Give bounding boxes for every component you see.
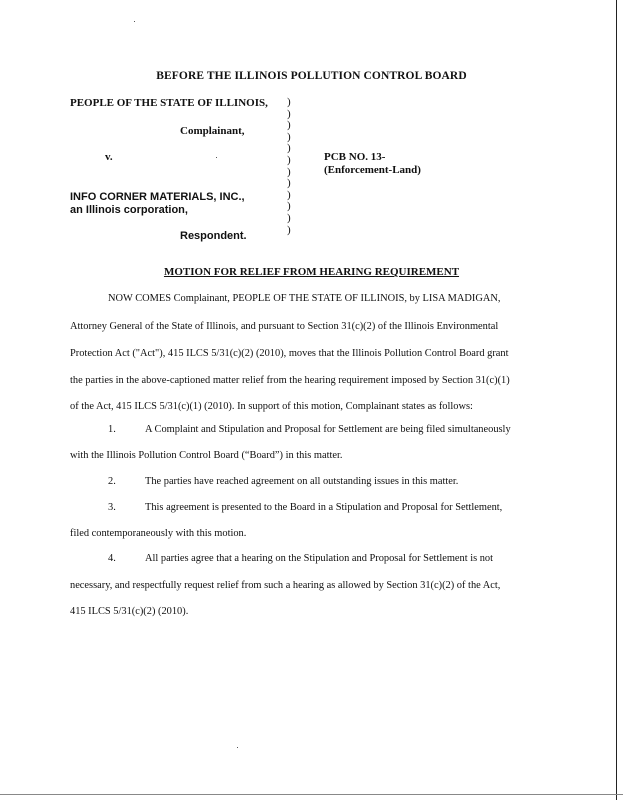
paragraph-number: 3. [108,502,116,513]
page-edge-bottom [0,794,623,795]
paragraph-text: with the Illinois Pollution Control Board (“Board”) in this matter. [70,450,343,461]
plaintiff-role: Complainant, [180,125,245,137]
caption-paren: ) [287,107,291,120]
caption-paren: ) [287,119,291,132]
caption-paren: ) [287,177,291,190]
motion-title: MOTION FOR RELIEF FROM HEARING REQUIREMENT [163,266,460,278]
caption-paren: ) [287,211,291,224]
caption-paren: ) [287,188,291,201]
page-title: BEFORE THE ILLINOIS POLLUTION CONTROL BOARD [156,70,467,82]
intro-line: of the Act, 415 ILCS 5/31(c)(1) (2010). In support of this motion, Complainant states as follows: [70,401,473,412]
intro-line: Protection Act ("Act"), 415 ILCS 5/31(c)(2) (2010), moves that the Illinois Pollution Control Board grant [70,348,509,359]
paragraph-text: This agreement is presented to the Board in a Stipulation and Proposal for Settlement, [145,502,503,513]
defendant-corporation: an Illinois corporation, [70,204,188,216]
case-number-block [324,151,421,177]
paragraph-number: 4. [108,553,116,564]
scan-speck [216,157,217,158]
plaintiff-name: PEOPLE OF THE STATE OF ILLINOIS, [70,97,268,109]
scan-speck [237,747,238,748]
paragraph-number: 1. [108,424,116,435]
intro-line: Attorney General of the State of Illinois, and pursuant to Section 31(c)(2) of the Illinois Environmental [70,321,499,332]
page-edge-right [616,0,617,800]
paragraph-text: filed contemporaneously with this motion. [70,528,247,539]
defendant-role: Respondent. [180,230,247,242]
versus-label: v. [105,151,113,163]
case-number: PCB NO. 13- [324,151,386,163]
case-type: (Enforcement-Land) [324,164,421,176]
paragraph-number: 2. [108,476,116,487]
intro-line: NOW COMES Complainant, PEOPLE OF THE STATE OF ILLINOIS, by LISA MADIGAN, [108,293,501,304]
paragraph-text: The parties have reached agreement on all outstanding issues in this matter. [145,476,459,487]
caption-paren: ) [287,96,291,108]
caption-paren: ) [287,130,291,143]
caption-paren: ) [287,142,291,155]
defendant-name: INFO CORNER MATERIALS, INC., [70,191,245,203]
caption-paren: ) [287,223,291,236]
paragraph-text: All parties agree that a hearing on the Stipulation and Proposal for Settlement is not [145,553,494,564]
paragraph-text: 415 ILCS 5/31(c)(2) (2010). [70,606,189,617]
paragraph-text: necessary, and respectfully request relief from such a hearing as allowed by Section 31(c)(2) of the Act, [70,580,501,591]
caption-paren: ) [287,165,291,178]
caption-paren: ) [287,200,291,213]
intro-line: the parties in the above-captioned matter relief from the hearing requirement imposed by Section 31(c)(1) [70,375,510,386]
scan-speck [134,21,135,22]
caption-paren: ) [287,153,291,166]
paragraph-text: A Complaint and Stipulation and Proposal for Settlement are being filed simultaneously [145,424,511,435]
caption-parentheses [287,97,297,236]
